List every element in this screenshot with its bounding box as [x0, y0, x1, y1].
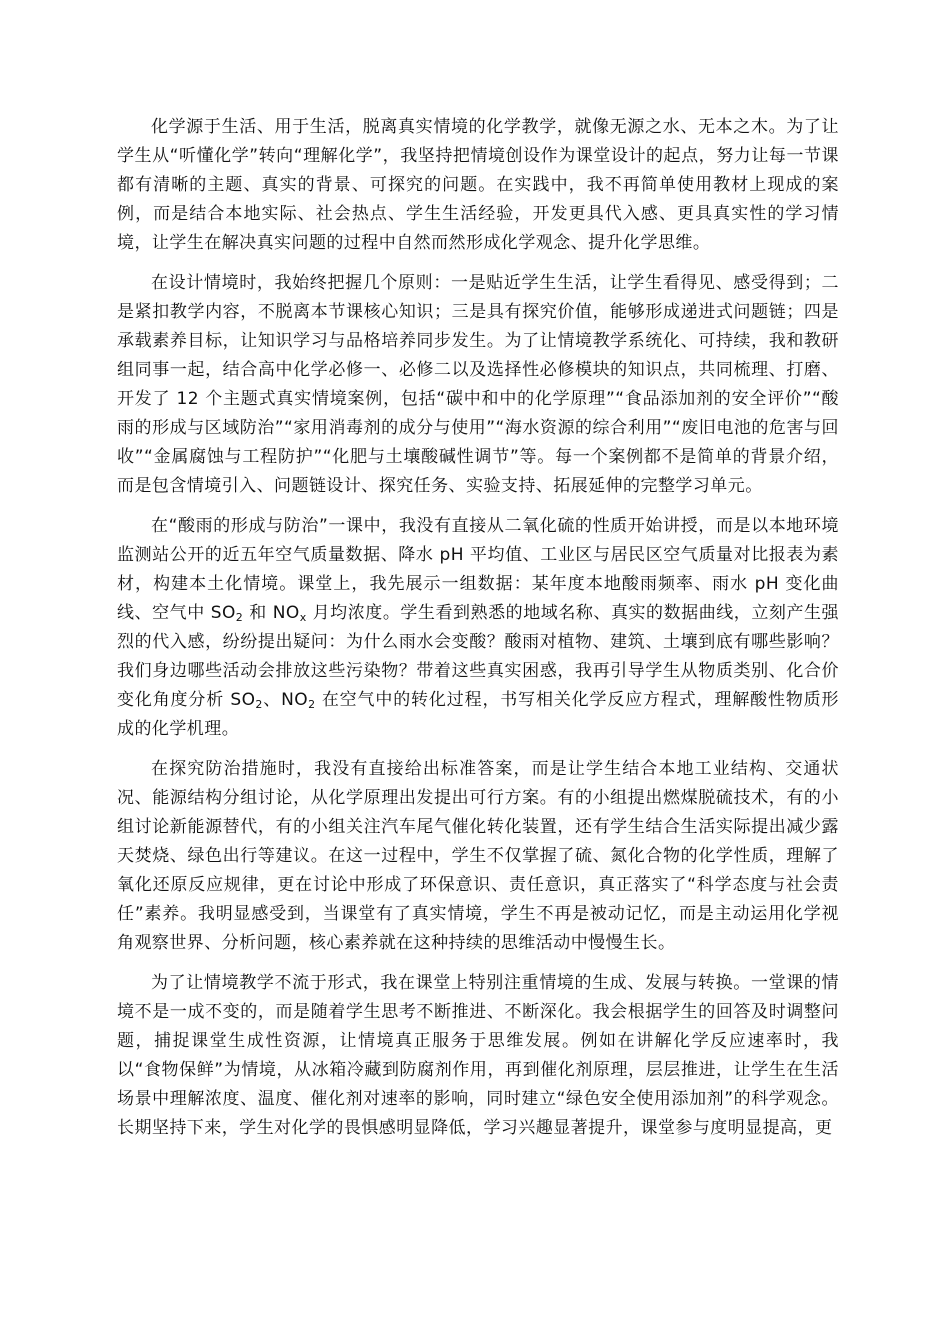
document-body — [117, 113, 839, 1154]
paragraph-text: 为了让情境教学不流于形式，我在课堂上特别注重情境的生成、发展与转换。一堂课的情境不是一成不变的，而是随着学生思考不断推进、不断深化。我会根据学生的回答及时调整问题，捕捉课堂生成性资源，让情境真正服务于思维发展。例如在讲解化学反应速率时，我以“食物保鲜”为情境，从冰箱冷藏到防腐剂作用，再到催化剂原理，层层推进，让学生在生活场景中理解浓度、温度、催化剂对速率的影响，同时建立“绿色安全使用添加剂”的科学观念。长期坚持下来，学生对化学的畏惧感明显降低，学习兴趣显著提升，课堂参与度明显提高，更 — [117, 973, 839, 1138]
paragraph-text: 和 NO — [243, 603, 300, 623]
paragraph-text: 月均浓度。学生看到熟悉的地域名称、真实的数据曲线，立刻产生强烈的代入感，纷纷提出疑问：为什么雨水会变酸？酸雨对植物、建筑、土壤到底有哪些影响？我们身边哪些活动会排放这些污染物？带着这些真实困惑，我再引导学生从物质类别、化合价变化角度分析 SO — [117, 603, 840, 710]
paragraph-text: 在“酸雨的形成与防治”一课中，我没有直接从二氧化硫的性质开始讲授，而是以本地环境监测站公开的近五年空气质量数据、降水 pH 平均值、工业区与居民区空气质量对比报表为素材，构建本土化情境。课堂上，我先展示一组数据：某年度本地酸雨频率、雨水 pH 变化曲线、空气中 SO — [117, 516, 839, 623]
paragraph-5 — [117, 969, 839, 1143]
paragraph-text: 、NO — [262, 690, 309, 710]
paragraph-4 — [117, 755, 839, 958]
subscript: 2 — [308, 698, 316, 711]
paragraph-3 — [117, 512, 839, 744]
paragraph-text: 化学源于生活、用于生活，脱离真实情境的化学教学，就像无源之水、无本之木。为了让学生从“听懂化学”转向“理解化学”，我坚持把情境创设作为课堂设计的起点，努力让每一节课都有清晰的主题、真实的背景、可探究的问题。在实践中，我不再简单使用教材上现成的案例，而是结合本地实际、社会热点、学生生活经验，开发更具代入感、更具真实性的学习情境，让学生在解决真实问题的过程中自然而然形成化学观念、提升化学思维。 — [117, 117, 839, 253]
subscript: 2 — [255, 698, 263, 711]
subscript: x — [299, 611, 307, 624]
paragraph-text: 在探究防治措施时，我没有直接给出标准答案，而是让学生结合本地工业结构、交通状况、能源结构分组讨论，从化学原理出发提出可行方案。有的小组提出燃煤脱硫技术，有的小组讨论新能源替代，有的小组关注汽车尾气催化转化装置，还有学生结合生活实际提出减少露天焚烧、绿色出行等建议。在这一过程中，学生不仅掌握了硫、氮化合物的化学性质，理解了氧化还原反应规律，更在讨论中形成了环保意识、责任意识，真正落实了“科学态度与社会责任”素养。我明显感受到，当课堂有了真实情境，学生不再是被动记忆，而是主动运用化学视角观察世界、分析问题，核心素养就在这种持续的思维活动中慢慢生长。 — [117, 759, 839, 953]
paragraph-text: 在空气中的转化过程，书写相关化学反应方程式，理解酸性物质形成的化学机理。 — [117, 690, 839, 739]
paragraph-text: 在设计情境时，我始终把握几个原则：一是贴近学生生活，让学生看得见、感受得到；二是紧扣教学内容，不脱离本节课核心知识；三是具有探究价值，能够形成递进式问题链；四是承载素养目标，让知识学习与品格培养同步发生。为了让情境教学系统化、可持续，我和教研组同事一起，结合高中化学必修一、必修二以及选择性必修模块的知识点，共同梳理、打磨、开发了 12 个主题式真实情境案例，包括“碳中和中的化学原理”“食品添加剂的安全评价”“酸雨的形成与区域防治”“家用消毒剂的成分与使用”“海水资源的综合利用”“废旧电池的危害与回收”“金属腐蚀与工程防护”“化肥与土壤酸碱性调节”等。每一个案例都不是简单的背景介绍，而是包含情境引入、问题链设计、探究任务、实验支持、拓展延伸的完整学习单元。 — [117, 273, 839, 496]
paragraph-2 — [117, 269, 839, 501]
paragraph-1 — [117, 113, 839, 258]
subscript: 2 — [235, 611, 244, 624]
